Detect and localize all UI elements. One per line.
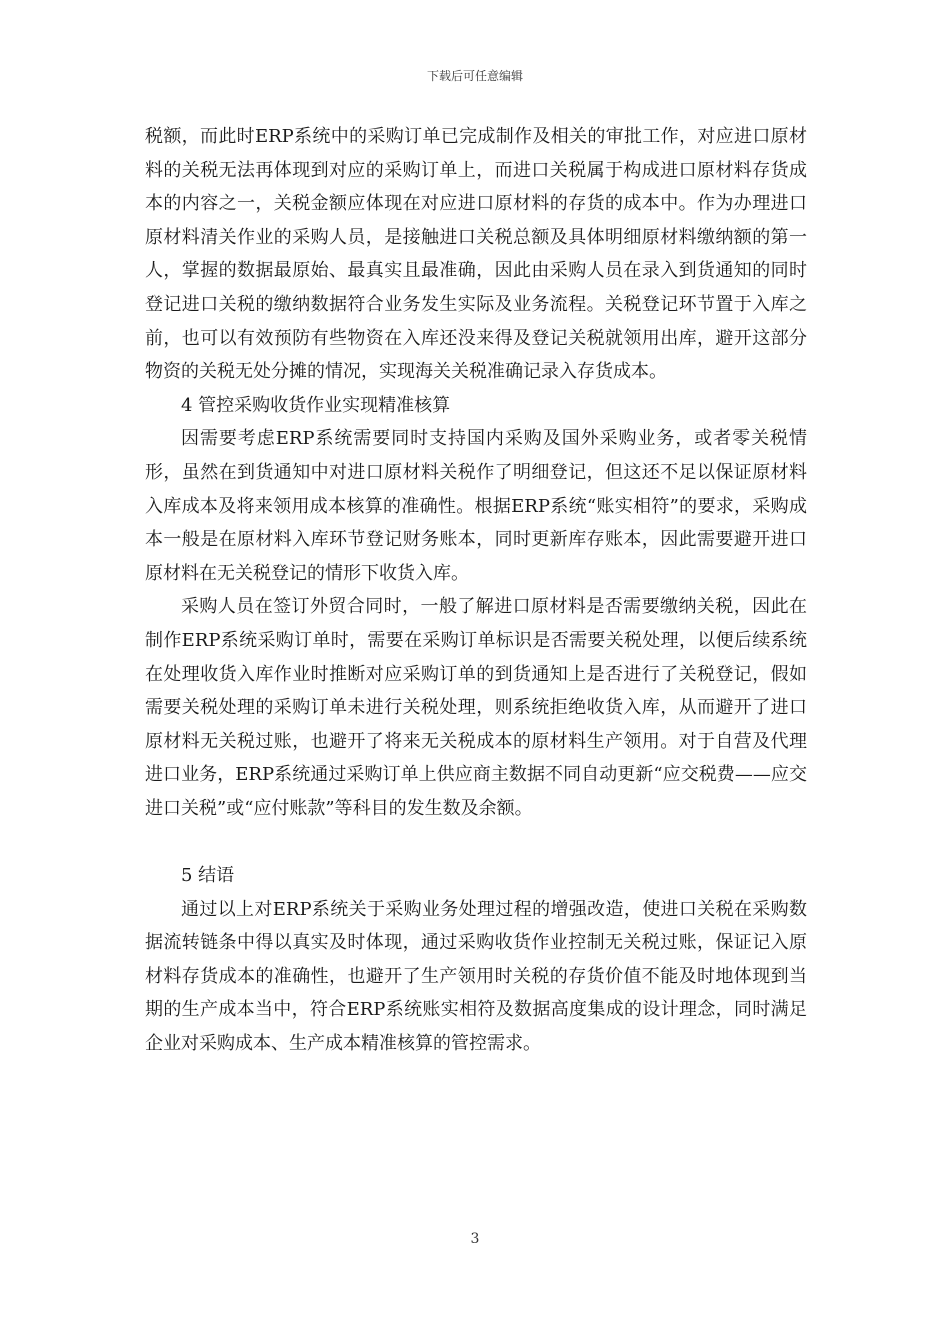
paragraph: 通过以上对ERP系统关于采购业务处理过程的增强改造，使进口关税在采购数据流转链条中得以真实及时体现，通过采购收货作业控制无关税过账，保证记入原材料存货成本的准确性，也避开了生产领用时关税的存货价值不能及时地体现到当期的生产成本当中，符合ERP系统账实相符及数据高度集成的设计理念，同时满足企业对采购成本、生产成本精准核算的管控需求。 xyxy=(145,898,807,1055)
page-header: 下载后可任意编辑 xyxy=(426,69,523,83)
section-heading-4: 4 管控采购收货作业实现精准核算 xyxy=(181,394,451,416)
document-body xyxy=(145,120,807,1061)
paragraph-continuation: 税额，而此时ERP系统中的采购订单已完成制作及相关的审批工作，对应进口原材料的关税无法再体现到对应的采购订单上，而进口关税属于构成进口原材料存货成本的内容之一，关税金额应体现在对应进口原材料的存货的成本中。作为办理进口原材料清关作业的采购人员，是接触进口关税总额及具体明细原材料缴纳额的第一人，掌握的数据最原始、最真实且最准确，因此由采购人员在录入到货通知的同时登记进口关税的缴纳数据符合业务发生实际及业务流程。关税登记环节置于入库之前，也可以有效预防有些物资在入库还没来得及登记关税就领用出库，避开这部分物资的关税无处分摊的情况，实现海关关税准确记录入存货成本。 xyxy=(145,126,807,383)
section-heading-5: 5 结语 xyxy=(181,865,235,887)
paragraph: 因需要考虑ERP系统需要同时支持国内采购及国外采购业务，或者零关税情形，虽然在到货通知中对进口原材料关税作了明细登记，但这还不足以保证原材料入库成本及将来领用成本核算的准确性。根据ERP系统“账实相符”的要求，采购成本一般是在原材料入库环节登记财务账本，同时更新库存账本，因此需要避开进口原材料在无关税登记的情形下收货入库。 xyxy=(145,428,807,584)
page-number: 3 xyxy=(470,1231,480,1247)
paragraph: 采购人员在签订外贸合同时，一般了解进口原材料是否需要缴纳关税，因此在制作ERP系统采购订单时，需要在采购订单标识是否需要关税处理，以便后续系统在处理收货入库作业时推断对应采购订单的到货通知上是否进行了关税登记，假如需要关税处理的采购订单未进行关税处理，则系统拒绝收货入库，从而避开了进口原材料无关税过账，也避开了将来无关税成本的原材料生产领用。对于自营及代理进口业务，ERP系统通过采购订单上供应商主数据不同自动更新“应交税费——应交进口关税”或“应付账款”等科目的发生数及余额。 xyxy=(145,596,807,819)
paragraph-spacer xyxy=(145,825,807,859)
